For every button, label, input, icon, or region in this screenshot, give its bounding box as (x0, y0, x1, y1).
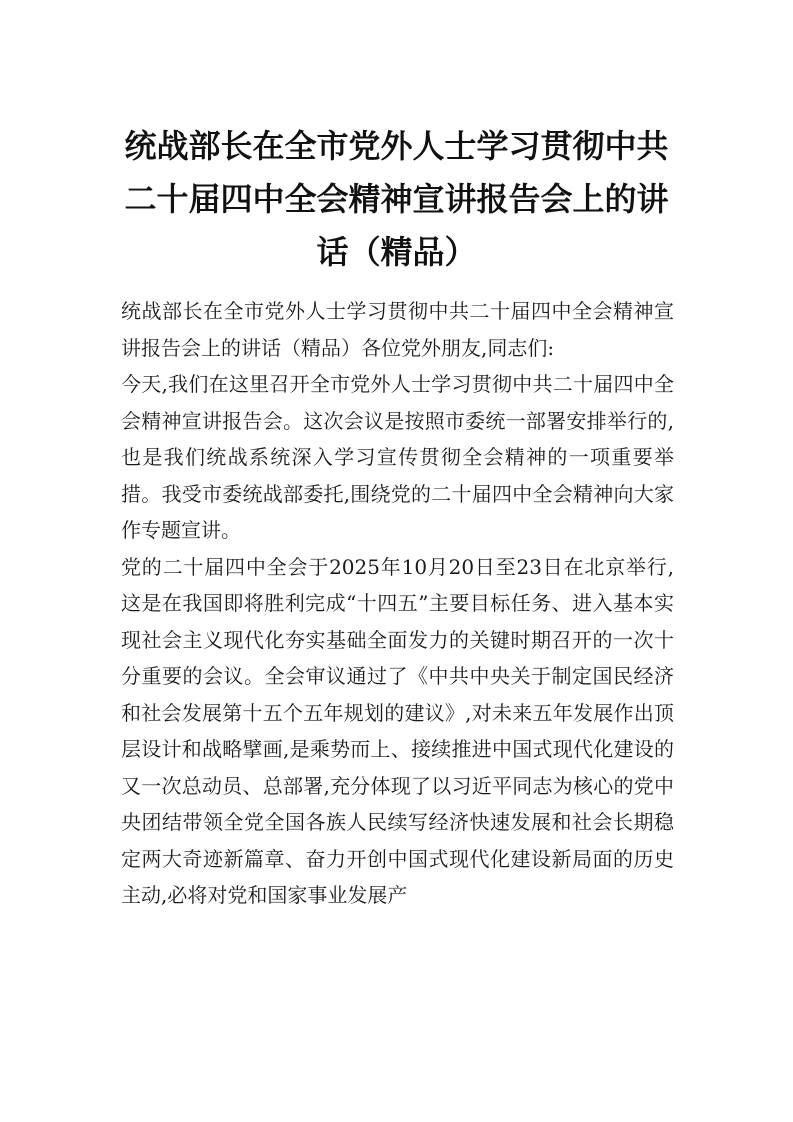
document-body (121, 293, 674, 914)
paragraph-opening: 统战部长在全市党外人士学习贯彻中共二十届四中全会精神宣讲报告会上的讲话（精品）各位党外朋友,同志们: (121, 299, 674, 360)
paragraph-introduction: 今天,我们在这里召开全市党外人士学习贯彻中共二十届四中全会精神宣讲报告会。这次会议是按照市委统一部署安排举行的,也是我们统战系统深入学习宣传贯彻全会精神的一项重要举措。我受市委统战部委托,围绕党的二十届四中全会精神向大家作专题宣讲。 (121, 372, 674, 542)
paragraph-plenum-overview: 党的二十届四中全会于2025年10月20日至23日在北京举行,这是在我国即将胜利完成“十四五”主要目标任务、进入基本实现社会主义现代化夯实基础全面发力的关键时期召开的一次十分重要的会议。全会审议通过了《中共中央关于制定国民经济和社会发展第十五个五年规划的建议》,对未来五年发展作出顶层设计和战略擘画,是乘势而上、接续推进中国式现代化建设的又一次总动员、总部署,充分体现了以习近平同志为核心的党中央团结带领全党全国各族人民续写经济快速发展和社会长期稳定两大奇迹新篇章、奋力开创中国式现代化建设新局面的历史主动,必将对党和国家事业发展产 (121, 554, 674, 907)
document-title: 统战部长在全市党外人士学习贯彻中共二十届四中全会精神宣讲报告会上的讲话（精品） (124, 127, 669, 271)
